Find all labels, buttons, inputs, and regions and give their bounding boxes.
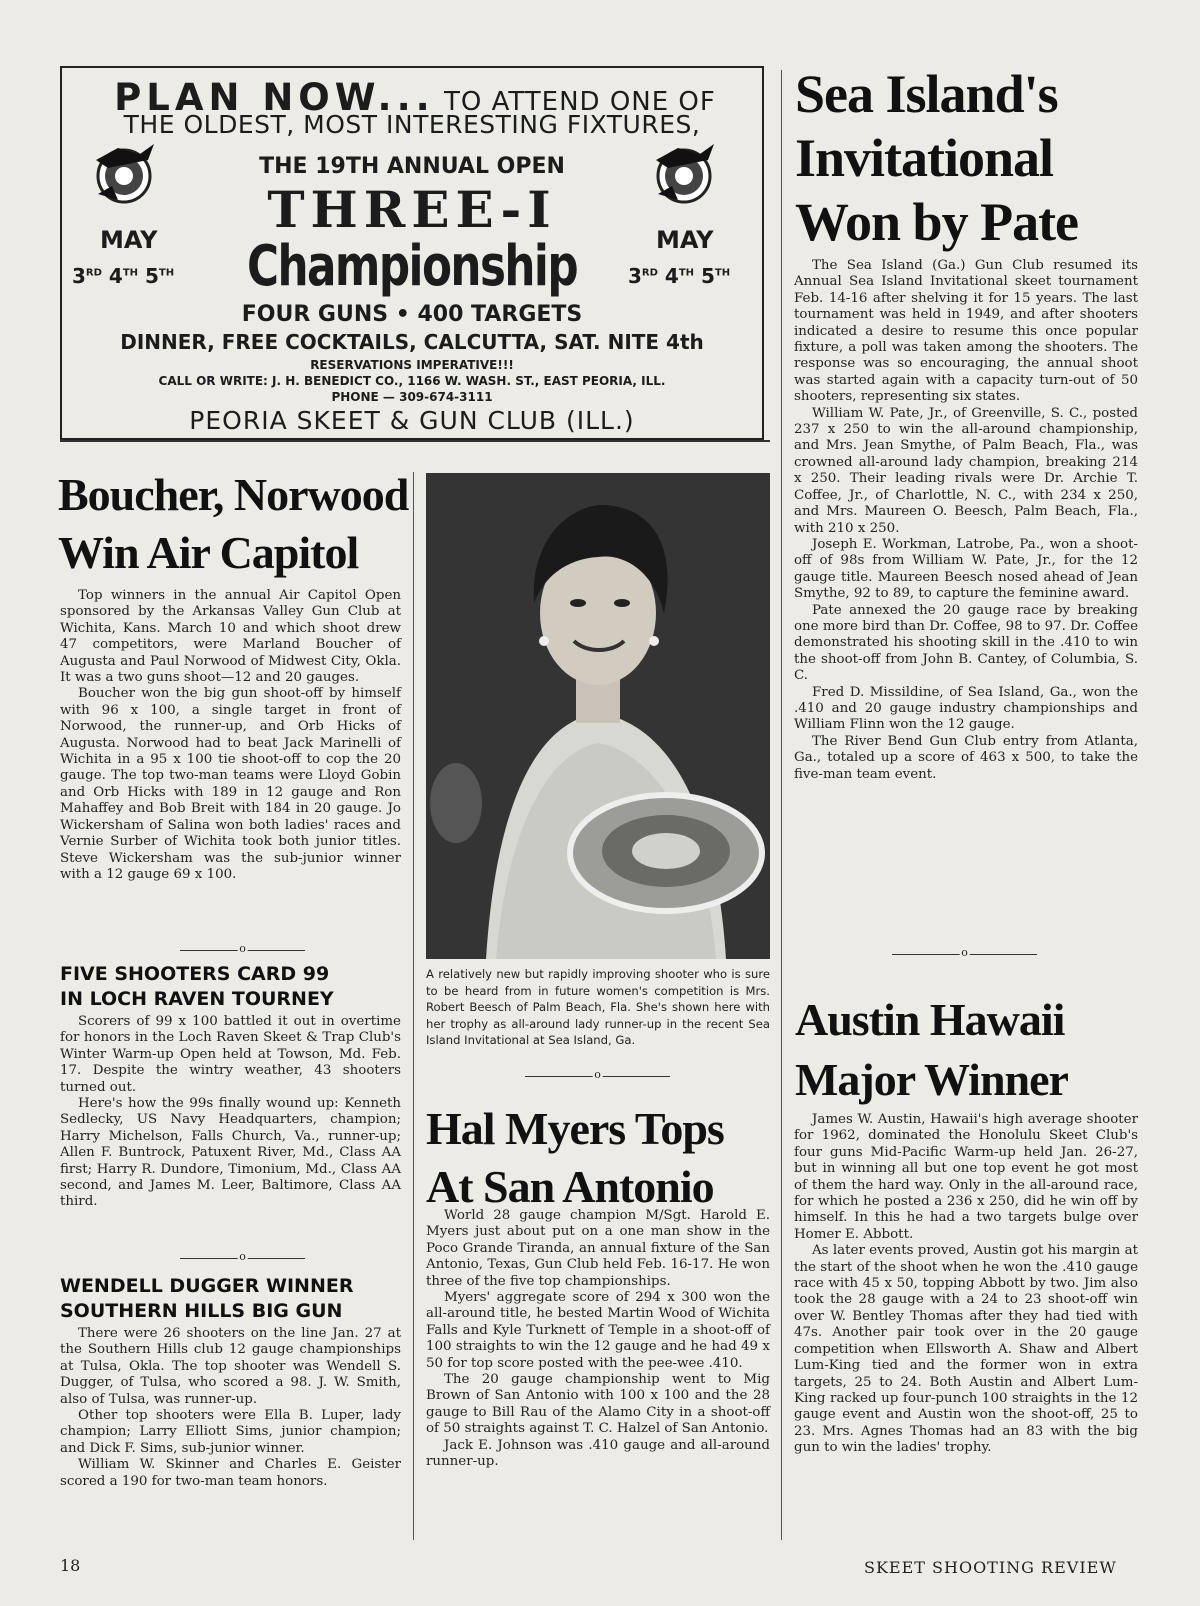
article-paragraph: Scorers of 99 x 100 battled it out in overtime for honors in the Loch Raven Skeet & Trap Club's Winter Warm-up Open held at Towson, Md. Feb. 17. Despite the wintry weather, 43 shooters turned out. <box>60 1014 401 1095</box>
ad-line2: THE OLDEST, MOST INTERESTING FIXTURES, <box>123 110 701 139</box>
austin-article <box>794 1112 1138 1457</box>
loch-raven-headline <box>60 962 334 1012</box>
date-4: 4 <box>108 264 123 288</box>
article-paragraph: Here's how the 99s finally wound up: Kenneth Sedlecky, US Navy Headquarters, champion; Harry Michelson, Falls Church, Va., runner-up; Allen F. Buntrock, Patuxent River, Md., Class AA first; Harry R. Dundore, Timonium, Md., Class AA second, and James M. Leer, Baltimore, Class AA third. <box>60 1096 401 1210</box>
ad-dates-right <box>628 264 730 288</box>
photo-woman-with-trophy <box>426 473 770 959</box>
publication-name: SKEET SHOOTING REVIEW <box>864 1558 1117 1577</box>
article-paragraph: Fred D. Missildine, of Sea Island, Ga., won the .410 and 20 gauge industry championships and William Flinn won the 12 gauge. <box>794 684 1138 733</box>
myers-article <box>426 1208 770 1471</box>
date-4-suffix: TH <box>122 267 139 279</box>
date-3: 3 <box>628 264 642 288</box>
dugger-article <box>60 1326 401 1490</box>
headline-line: Invitational <box>795 128 1054 188</box>
article-paragraph: William W. Pate, Jr., of Greenville, S. C., posted 237 x 250 to win the all-around championship, and Mrs. Jean Smythe, of Palm Beach, Fla., was crowned all-around lady champion, breaking 214 x 250. Their leading rivals were Dr. Archie T. Coffee, Jr., of Charlottle, N. C., with 234 x 250, and Mrs. Maureen O. Beesch, Palm Beach, Fla., with 210 x 250. <box>794 405 1138 536</box>
headline-line: WENDELL DUGGER WINNER <box>60 1275 354 1297</box>
article-separator <box>525 1070 670 1082</box>
article-separator <box>180 944 305 956</box>
headline-line: SOUTHERN HILLS BIG GUN <box>60 1300 343 1322</box>
headline-line: Major Winner <box>795 1054 1068 1105</box>
boucher-headline <box>58 466 408 582</box>
dugger-headline <box>60 1274 353 1324</box>
headline-line: IN LOCH RAVEN TOURNEY <box>60 988 334 1010</box>
clay-target-logo-icon <box>648 138 720 210</box>
ad-phone: PHONE — 309-674-3111 <box>331 390 493 404</box>
separator-mark: o <box>961 946 968 959</box>
headline-line: Won by Pate <box>795 192 1079 252</box>
headline-line: Boucher, Norwood <box>58 469 409 520</box>
advertisement-three-i <box>60 66 764 440</box>
article-paragraph: William W. Skinner and Charles E. Geister scored a 190 for two-man team honors. <box>60 1457 401 1489</box>
article-separator <box>180 1252 305 1264</box>
sea-island-article <box>794 258 1138 783</box>
article-paragraph: Jack E. Johnson was .410 gauge and all-around runner-up. <box>426 1437 770 1470</box>
ad-reservations: RESERVATIONS IMPERATIVE!!! <box>310 358 514 372</box>
ad-bottom-rule <box>60 440 770 442</box>
ad-line1-rest: TO ATTEND ONE OF <box>443 87 716 117</box>
separator-mark: o <box>239 1250 246 1263</box>
ad-may-left: MAY <box>100 226 158 254</box>
ad-contact: CALL OR WRITE: J. H. BENEDICT CO., 1166 W. WASH. ST., EAST PEORIA, ILL. <box>158 374 666 388</box>
date-5-suffix: TH <box>158 267 175 279</box>
article-paragraph: Myers' aggregate score of 294 x 300 won the all-around title, he bested Martin Wood of Wichita Falls and Kyle Turknett of Temple in a shoot-off of 100 straights to win the 12 gauge and he had 49 x 50 for top score posted with the pee-wee .410. <box>426 1290 770 1371</box>
ad-dinner: DINNER, FREE COCKTAILS, CALCUTTA, SAT. NITE 4th <box>120 330 704 354</box>
clay-target-logo-icon <box>88 138 160 210</box>
ad-plan-now: PLAN NOW... <box>114 76 435 119</box>
headline-line: At San Antonio <box>426 1161 714 1212</box>
headline-line: Austin Hawaii <box>795 994 1065 1045</box>
article-paragraph: The 20 gauge championship went to Mig Brown of San Antonio with 100 x 100 and the 28 gauge to Bill Rau of the Alamo City in a shoot-off of 50 straights against T. C. Halzel of San Antonio. <box>426 1372 770 1437</box>
sea-island-headline <box>795 62 1078 254</box>
article-paragraph: The River Bend Gun Club entry from Atlanta, Ga., totaled up a score of 463 x 500, to take the five-man team event. <box>794 733 1138 782</box>
article-paragraph: Pate annexed the 20 gauge race by breaking one more bird than Dr. Coffee, 98 to 97. Dr. Coffee demonstrated his shooting skill in the .410 to win the shoot-off from John B. Cantey, of Columbia, S. C. <box>794 602 1138 684</box>
ad-guns-targets: FOUR GUNS • 400 TARGETS <box>241 302 583 327</box>
date-4: 4 <box>664 264 679 288</box>
ad-club-name: PEORIA SKEET & GUN CLUB (ILL.) <box>189 406 635 435</box>
ad-championship: Championship <box>246 234 578 299</box>
headline-line: Win Air Capitol <box>58 527 359 578</box>
date-3-suffix: RD <box>641 267 658 279</box>
article-paragraph: As later events proved, Austin got his margin at the start of the shoot when he won the .410 gauge race with 45 x 50, topping Abbott by two. Jim also took the 28 gauge with a 24 to 23 shoot-off win over W. Bentley Thomas after they had tied with 47s. Another pair took over in the 20 gauge competition when Ellsworth A. Shaw and Albert Lum-King tied and the former won in extra targets, 25 to 24. Both Austin and Albert Lum-King racked up four-punch 100 straights in the 12 gauge event and Austin won the shoot-off, 25 to 23. Mrs. Agnes Thomas had an 83 with the big gun to win the ladies' trophy. <box>794 1243 1138 1456</box>
article-separator <box>892 948 1037 960</box>
headline-line: Hal Myers Tops <box>426 1103 724 1154</box>
article-paragraph: James W. Austin, Hawaii's high average shooter for 1962, dominated the Honolulu Skeet Club's four guns Mid-Pacific Warm-up held Jan. 26-27, but in winning all but one top event he got most of them the hard way. Only in the all-around race, for which he posted a 236 x 250, did he win off by himself. In this he had a two targets bulge over Homer E. Abbott. <box>794 1112 1138 1242</box>
loch-raven-article <box>60 1014 401 1211</box>
date-5: 5 <box>701 264 715 288</box>
date-3: 3 <box>72 264 86 288</box>
ad-may-right: MAY <box>656 226 714 254</box>
article-paragraph: The Sea Island (Ga.) Gun Club resumed its Annual Sea Island Invitational skeet tournament Feb. 14-16 after shelving it for 15 years. The last tournament was held in 1949, and after shooters indicated a desire to resume this once popular fixture, a poll was taken among the shooters. The response was so encouraging, the annual shoot was started again with a capacity turn-out of 50 shooters, representing six states. <box>794 258 1138 405</box>
column-rule-left <box>413 472 414 1540</box>
ad-event-title: THREE-I <box>267 180 557 239</box>
austin-headline <box>795 990 1068 1110</box>
date-3-suffix: RD <box>85 267 102 279</box>
article-paragraph: Top winners in the annual Air Capitol Open sponsored by the Arkansas Valley Gun Club at Wichita, Kans. March 10 and which shoot drew 47 competitors, were Marland Boucher of Augusta and Paul Norwood of Midwest City, Okla. It was a two guns shoot—12 and 20 gauges. <box>60 588 401 686</box>
separator-mark: o <box>239 942 246 955</box>
article-paragraph: World 28 gauge champion M/Sgt. Harold E. Myers just about put on a one man show in the Poco Grande Tiranda, an annual fixture of the San Antonio, Texas, Gun Club held Feb. 16-17. He won three of the five top championships. <box>426 1208 770 1289</box>
boucher-article <box>60 588 401 883</box>
article-paragraph: Boucher won the big gun shoot-off by himself with 96 x 100, a single target in front of Norwood, the runner-up, and Orb Hicks of Augusta. Norwood had to beat Jack Marinelli of Wichita in a 95 x 100 tie shoot-off to cop the 20 gauge. The top two-man teams were Lloyd Gobin and Orb Hicks with 189 in 12 gauge and Ron Mahaffey and Bob Breit with 184 in 20 gauge. Jo Wickersham of Salina won both ladies' races and Vernie Surber of Wichita took both junior titles. Steve Wickersham was the sub-junior winner with a 12 gauge 69 x 100. <box>60 686 401 882</box>
headline-line: FIVE SHOOTERS CARD 99 <box>60 963 330 985</box>
ad-dates-left <box>72 264 174 288</box>
ad-line3: THE 19TH ANNUAL OPEN <box>259 154 565 179</box>
article-paragraph: Other top shooters were Ella B. Luper, lady champion; Larry Elliott Sims, junior champion; and Dick F. Sims, sub-junior winner. <box>60 1408 401 1456</box>
photo-caption: A relatively new but rapidly improving shooter who is sure to be heard from in future women's competition is Mrs. Robert Beesch of Palm Beach, Fla. She's shown here with her trophy as all-around lady runner-up in the recent Sea Island Invitational at Sea Island, Ga. <box>426 967 770 1047</box>
separator-mark: o <box>594 1068 601 1081</box>
myers-headline <box>426 1100 724 1216</box>
article-paragraph: Joseph E. Workman, Latrobe, Pa., won a shoot-off of 98s from William W. Pate, Jr., for the 12 gauge title. Maureen Beesch nosed ahead of Jean Smythe, 92 to 89, to capture the feminine award. <box>794 536 1138 602</box>
headline-line: Sea Island's <box>795 64 1058 124</box>
column-rule-right <box>781 70 782 1540</box>
article-paragraph: There were 26 shooters on the line Jan. 27 at the Southern Hills club 12 gauge championships at Tulsa, Okla. The top shooter was Wendell S. Dugger, of Tulsa, who scored a 98. J. W. Smith, also of Tulsa, was runner-up. <box>60 1326 401 1407</box>
page-number: 18 <box>60 1556 81 1575</box>
date-5: 5 <box>145 264 159 288</box>
date-4-suffix: TH <box>678 267 695 279</box>
date-5-suffix: TH <box>714 267 731 279</box>
